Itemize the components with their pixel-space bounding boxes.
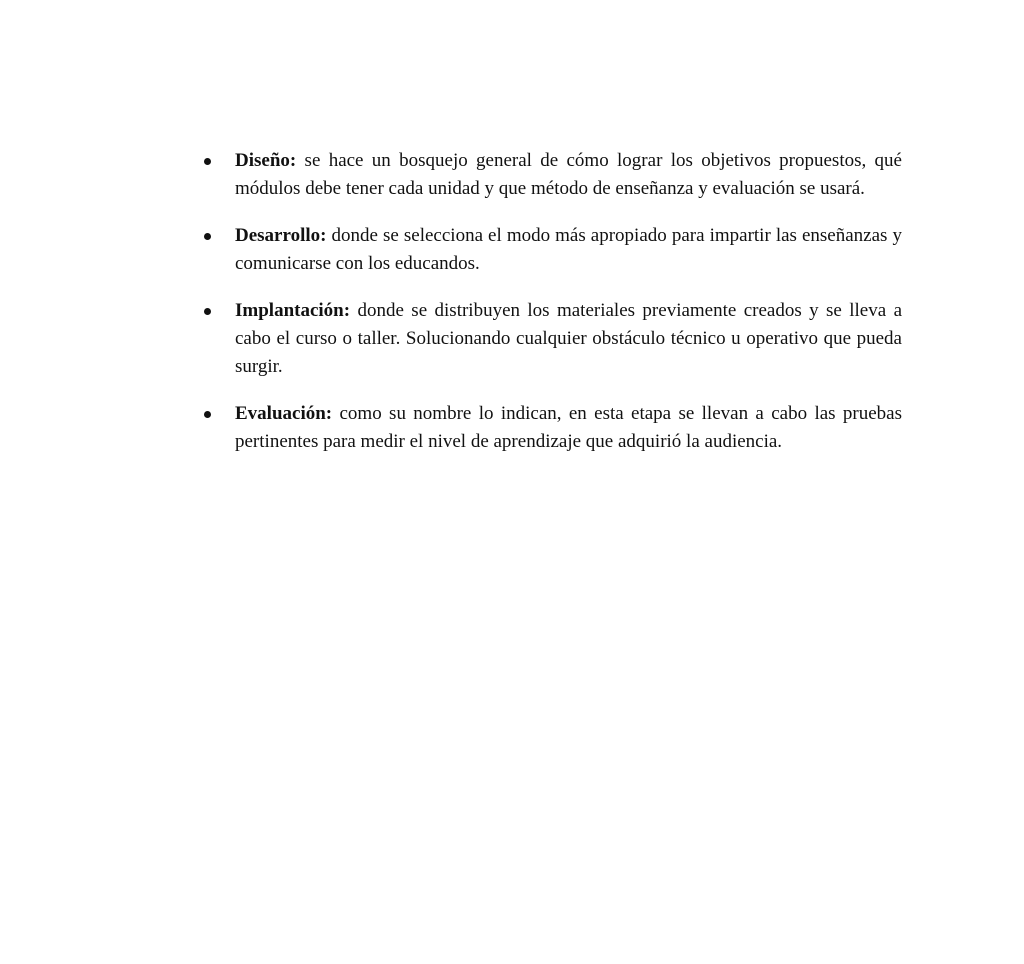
bullet-icon <box>204 308 211 315</box>
item-text: se hace un bosquejo general de cómo lograr los objetivos propuestos, qué módulos debe tener cada unidad y que método de enseñanza y evaluación se usará. <box>235 150 902 199</box>
list-item <box>200 147 902 203</box>
item-term: Desarrollo: <box>235 225 332 246</box>
list-item <box>200 222 902 278</box>
item-text: donde se selecciona el modo más apropiado para impartir las enseñanzas y comunicarse con los educandos. <box>235 225 902 274</box>
item-term: Implantación: <box>235 300 358 321</box>
list-item <box>200 297 902 381</box>
bullet-icon <box>204 233 211 240</box>
bullet-list <box>200 147 902 475</box>
item-text: como su nombre lo indican, en esta etapa se llevan a cabo las pruebas pertinentes para medir el nivel de aprendizaje que adquirió la audiencia. <box>235 403 902 452</box>
item-text: donde se distribuyen los materiales previamente creados y se lleva a cabo el curso o taller. Solucionando cualquier obstáculo técnico u operativo que pueda surgir. <box>235 300 902 377</box>
bullet-icon <box>204 158 211 165</box>
item-term: Evaluación: <box>235 403 340 424</box>
item-term: Diseño: <box>235 150 305 171</box>
list-item <box>200 400 902 456</box>
bullet-icon <box>204 411 211 418</box>
